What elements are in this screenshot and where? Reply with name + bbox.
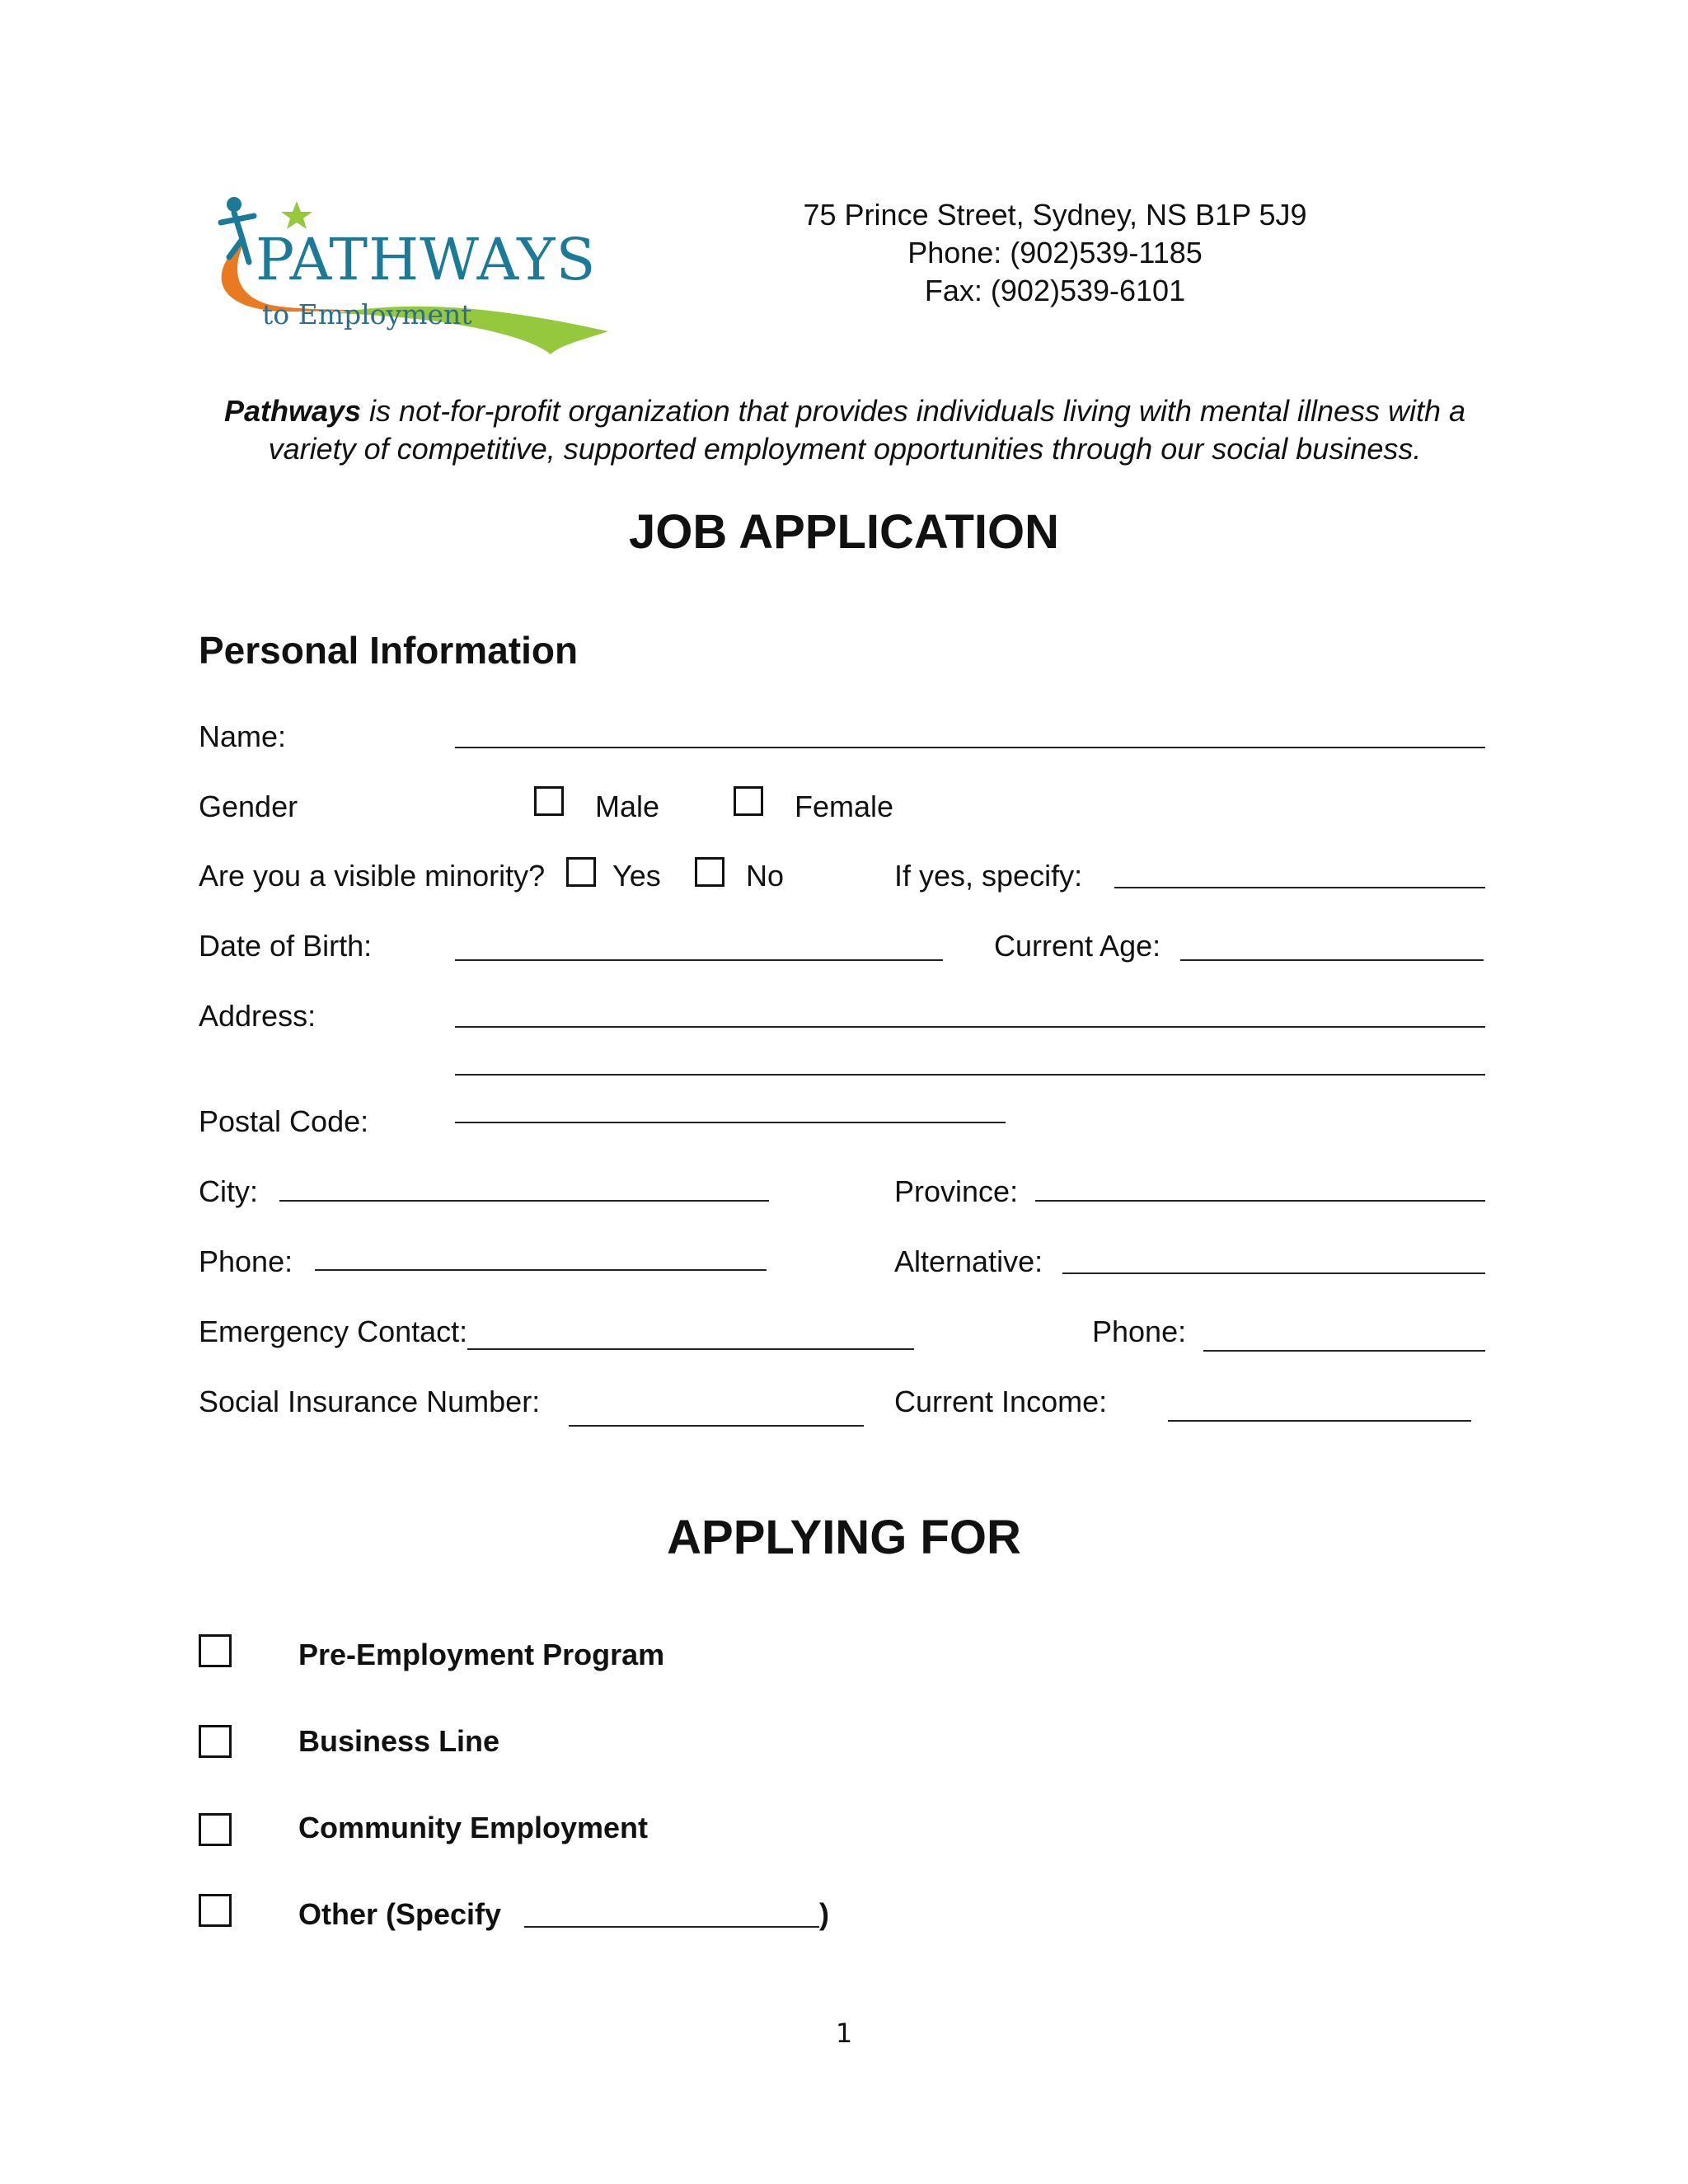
section-heading-personal: Personal Information [199, 629, 579, 672]
income-label: Current Income: [894, 1385, 1108, 1418]
income-field[interactable] [1168, 1420, 1471, 1422]
option-pre-employment-checkbox[interactable] [199, 1634, 232, 1667]
age-field[interactable] [1180, 959, 1484, 961]
minority-no-checkbox[interactable] [695, 857, 724, 887]
mission-line-2: variety of competitive, supported employment opportunities through our social business. [268, 432, 1422, 466]
emergency-phone-label: Phone: [1092, 1315, 1187, 1348]
page-title: JOB APPLICATION [628, 505, 1060, 559]
emergency-contact-field[interactable] [467, 1348, 914, 1350]
contact-fax: Fax: (902)539-6101 [924, 274, 1186, 307]
pathways-logo [196, 190, 617, 354]
option-pre-employment-label: Pre-Employment Program [298, 1638, 665, 1671]
contact-address: 75 Prince Street, Sydney, NS B1P 5J9 [803, 198, 1307, 232]
address-field-line-2[interactable] [455, 1074, 1485, 1076]
option-business-line-checkbox[interactable] [199, 1725, 232, 1758]
contact-block [725, 196, 1385, 310]
logo-wordmark: PATHWAYS [256, 226, 597, 293]
minority-label: Are you a visible minority? [199, 859, 546, 893]
age-label: Current Age: [994, 929, 1161, 963]
minority-specify-field[interactable] [1114, 887, 1485, 888]
address-label: Address: [199, 999, 316, 1033]
logo-tagline: to Employment [262, 298, 472, 330]
name-label: Name: [199, 719, 287, 753]
emergency-phone-field[interactable] [1203, 1350, 1485, 1352]
mission-line-1: is not-for-profit organization that provides individuals living with mental illness with a [361, 394, 1466, 428]
minority-yes-label: Yes [612, 859, 661, 893]
phone-label: Phone: [199, 1244, 293, 1278]
gender-female-checkbox[interactable] [734, 786, 763, 816]
city-label: City: [199, 1174, 258, 1208]
minority-specify-label: If yes, specify: [894, 859, 1083, 893]
province-field[interactable] [1035, 1200, 1485, 1202]
city-field[interactable] [279, 1200, 769, 1202]
emergency-contact-label: Emergency Contact: [199, 1315, 468, 1348]
sin-label: Social Insurance Number: [199, 1385, 541, 1418]
option-business-line-label: Business Line [298, 1724, 500, 1758]
gender-male-label: Male [595, 790, 660, 823]
contact-phone: Phone: (902)539-1185 [907, 236, 1203, 269]
postal-code-label: Postal Code: [199, 1104, 369, 1138]
minority-no-label: No [746, 859, 785, 893]
option-other-label: Other (Specify [298, 1897, 502, 1931]
dob-field[interactable] [455, 959, 943, 961]
mission-statement [165, 392, 1525, 468]
address-field-line-1[interactable] [455, 1026, 1485, 1028]
name-field[interactable] [455, 747, 1485, 748]
sin-field[interactable] [569, 1425, 864, 1427]
mission-org-name: Pathways [223, 394, 362, 428]
alternative-phone-field[interactable] [1062, 1272, 1485, 1274]
postal-code-field[interactable] [455, 1122, 1006, 1123]
option-other-specify-field[interactable] [524, 1926, 819, 1928]
gender-male-checkbox[interactable] [534, 786, 564, 816]
option-other-close-paren: ) [819, 1897, 829, 1931]
page-number: 1 [835, 2018, 853, 2049]
dob-label: Date of Birth: [199, 929, 373, 963]
minority-yes-checkbox[interactable] [566, 857, 596, 887]
alternative-phone-label: Alternative: [894, 1244, 1043, 1278]
option-community-employment-label: Community Employment [298, 1811, 649, 1844]
gender-label: Gender [199, 790, 298, 823]
phone-field[interactable] [315, 1269, 767, 1271]
section-heading-applying: APPLYING FOR [667, 1511, 1021, 1564]
province-label: Province: [894, 1174, 1019, 1208]
option-other-checkbox[interactable] [199, 1894, 232, 1927]
gender-female-label: Female [795, 790, 894, 823]
option-community-employment-checkbox[interactable] [199, 1813, 232, 1846]
